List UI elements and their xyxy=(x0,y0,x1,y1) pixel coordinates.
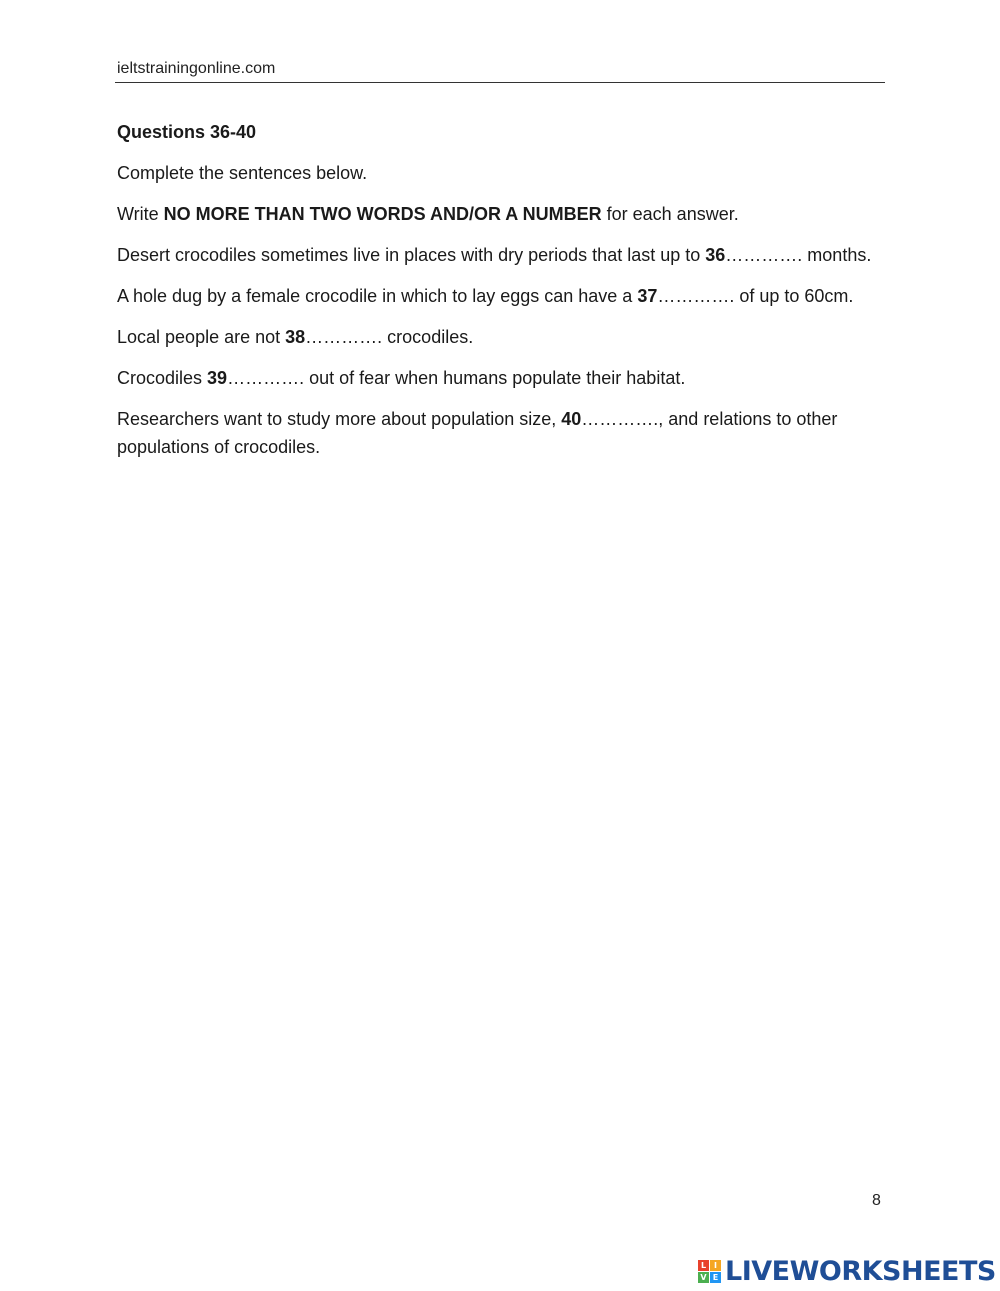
instruction-prefix: Write xyxy=(117,204,164,224)
section-title: Questions 36-40 xyxy=(117,122,257,142)
instruction-complete: Complete the sentences below. xyxy=(117,163,368,183)
logo-letter-v: V xyxy=(698,1272,709,1283)
answer-blank[interactable]: …………. crocodiles. xyxy=(305,327,474,347)
question-40 xyxy=(117,405,877,461)
page-number: 8 xyxy=(872,1192,881,1209)
question-text: Researchers want to study more about population size, xyxy=(117,409,562,429)
logo-letter-i: I xyxy=(710,1260,721,1271)
logo-letter-l: L xyxy=(698,1260,709,1271)
answer-blank[interactable]: …………., and relations to other populations of crocodiles. xyxy=(117,409,838,457)
question-text: A hole dug by a female crocodile in which to lay eggs can have a xyxy=(117,286,638,306)
header-divider xyxy=(115,82,885,83)
question-37 xyxy=(117,282,877,310)
question-number: 39 xyxy=(207,368,228,388)
instruction-suffix: for each answer. xyxy=(601,204,739,224)
liveworksheets-logo[interactable] xyxy=(698,1256,996,1286)
question-number: 38 xyxy=(285,327,306,347)
question-section xyxy=(117,118,877,474)
question-number: 36 xyxy=(705,245,726,265)
answer-blank[interactable]: …………. of up to 60cm. xyxy=(657,286,854,306)
question-39 xyxy=(117,364,877,392)
logo-letter-e: E xyxy=(710,1272,721,1283)
liveworksheets-wordmark: LIVEWORKSHEETS xyxy=(725,1255,996,1287)
question-number: 37 xyxy=(637,286,658,306)
question-36 xyxy=(117,241,877,269)
liveworksheets-logo-icon xyxy=(698,1260,721,1283)
answer-blank[interactable]: …………. out of fear when humans populate their habitat. xyxy=(227,368,686,388)
site-url: ieltstrainingonline.com xyxy=(117,60,276,77)
answer-blank[interactable]: …………. months. xyxy=(725,245,872,265)
question-text: Crocodiles xyxy=(117,368,208,388)
question-number: 40 xyxy=(561,409,582,429)
question-38 xyxy=(117,323,877,351)
instruction-word-limit-emphasis: NO MORE THAN TWO WORDS AND/OR A NUMBER xyxy=(163,204,602,224)
question-text: Desert crocodiles sometimes live in places with dry periods that last up to xyxy=(117,245,706,265)
question-text: Local people are not xyxy=(117,327,286,347)
instruction-word-limit xyxy=(117,200,877,228)
